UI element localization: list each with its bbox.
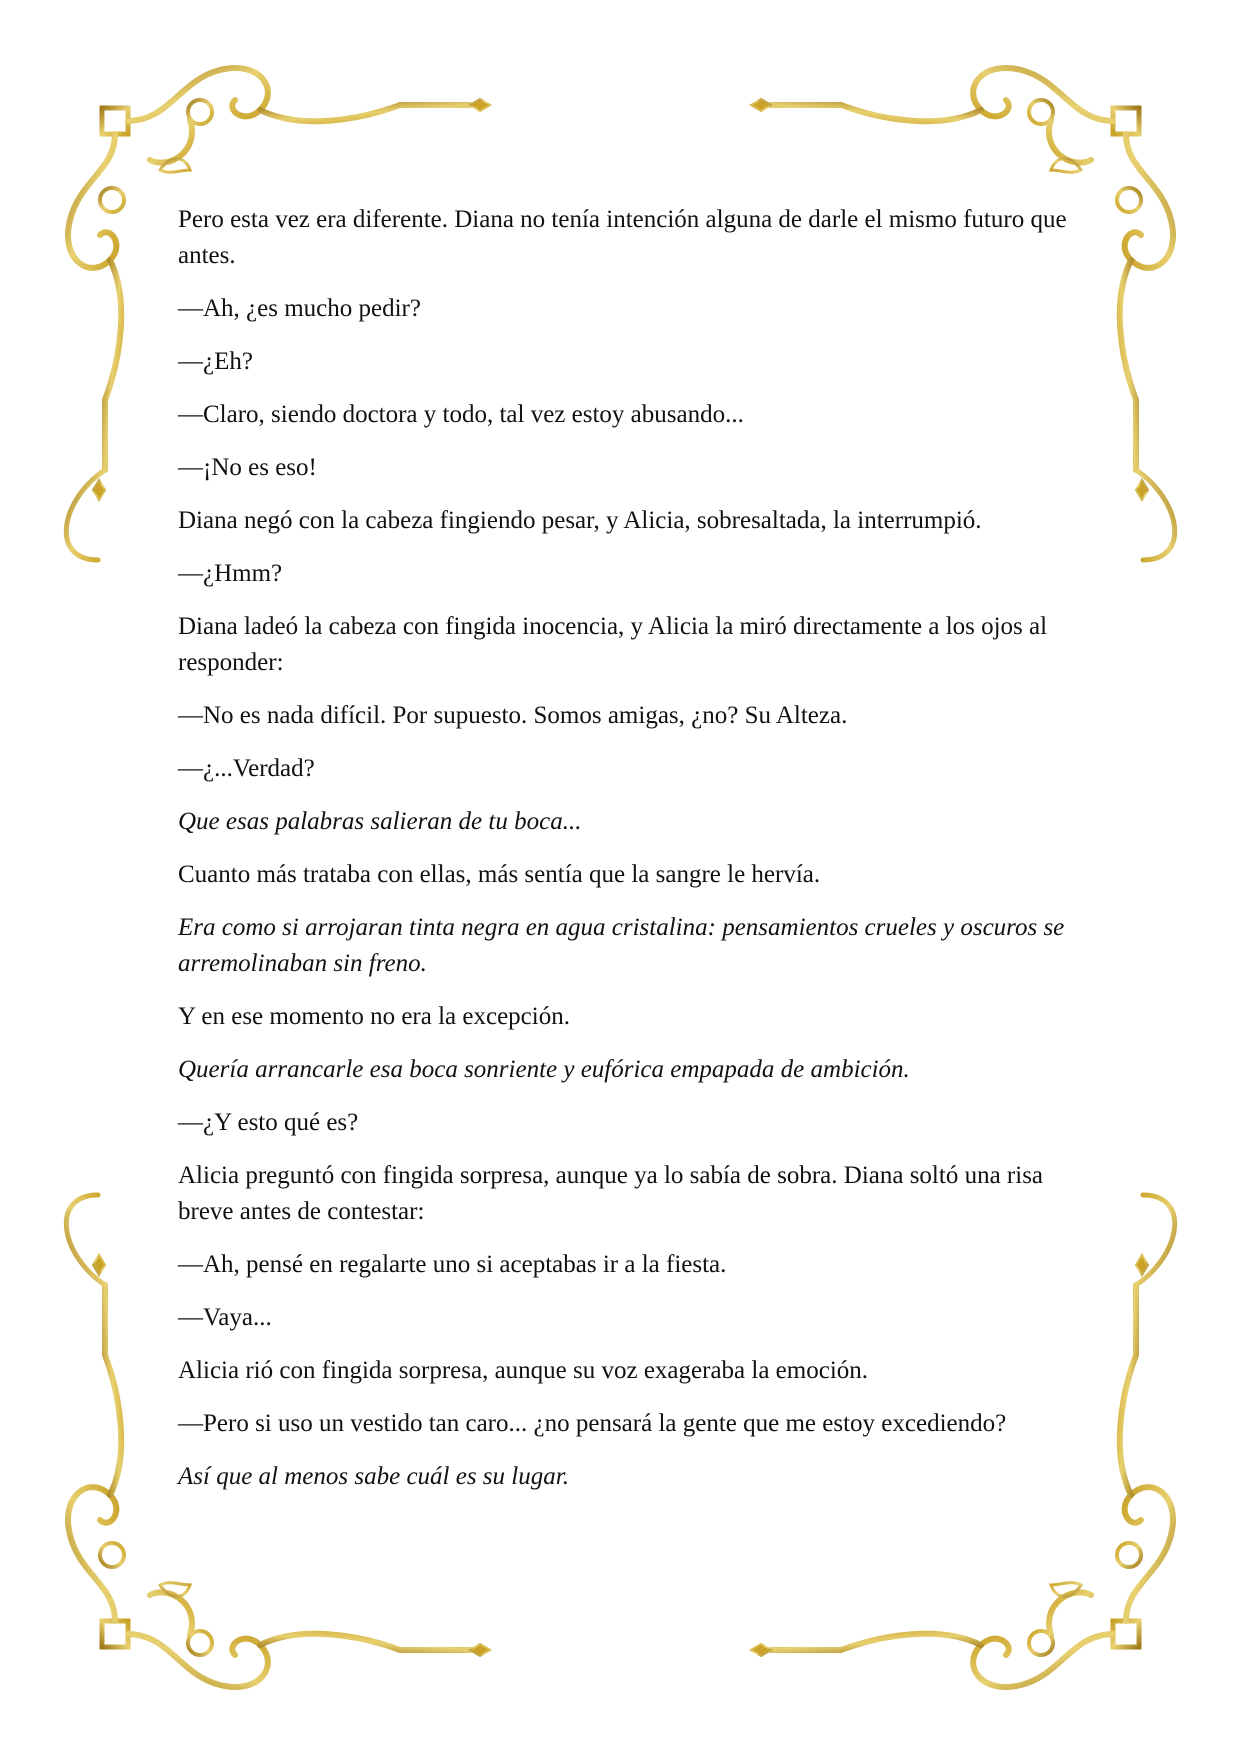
body-text — [178, 202, 1078, 1512]
paragraph: —Ah, ¿es mucho pedir? — [178, 295, 421, 322]
paragraph: —¿Y esto qué es? — [178, 1109, 359, 1136]
italic-paragraph: Que esas palabras salieran de tu boca... — [178, 808, 582, 835]
paragraph: —¿Eh? — [178, 348, 253, 375]
paragraph: Diana negó con la cabeza fingiendo pesar, y Alicia, sobresaltada, la interrumpió. — [178, 507, 982, 534]
paragraph: —Vaya... — [178, 1304, 272, 1331]
paragraph: —No es nada difícil. Por supuesto. Somos amigas, ¿no? Su Alteza. — [178, 702, 848, 729]
italic-paragraph: Quería arrancarle esa boca sonriente y eufórica empapada de ambición. — [178, 1056, 910, 1083]
paragraph: —¿Hmm? — [178, 560, 283, 587]
italic-paragraph: Así que al menos sabe cuál es su lugar. — [178, 1463, 569, 1490]
paragraph: Alicia preguntó con fingida sorpresa, aunque ya lo sabía de sobra. Diana soltó una risa breve antes de contestar: — [178, 1162, 1044, 1225]
paragraph: Pero esta vez era diferente. Diana no tenía intención alguna de darle el mismo futuro que antes. — [178, 206, 1067, 269]
paragraph: Cuanto más trataba con ellas, más sentía que la sangre le hervía. — [178, 861, 821, 888]
paragraph: —¡No es eso! — [178, 454, 317, 481]
paragraph: —¿...Verdad? — [178, 755, 315, 782]
paragraph: Y en ese momento no era la excepción. — [178, 1003, 570, 1030]
paragraph: Diana ladeó la cabeza con fingida inocencia, y Alicia la miró directamente a los ojos al responder: — [178, 613, 1048, 676]
paragraph: —Ah, pensé en regalarte uno si aceptabas ir a la fiesta. — [178, 1251, 727, 1278]
paragraph: —Claro, siendo doctora y todo, tal vez estoy abusando... — [178, 401, 744, 428]
italic-paragraph: Era como si arrojaran tinta negra en agua cristalina: pensamientos crueles y oscuros se arremolinaban sin freno. — [178, 914, 1065, 977]
paragraph: —Pero si uso un vestido tan caro... ¿no pensará la gente que me estoy excediendo? — [178, 1410, 1007, 1437]
paragraph: Alicia rió con fingida sorpresa, aunque su voz exageraba la emoción. — [178, 1357, 869, 1384]
